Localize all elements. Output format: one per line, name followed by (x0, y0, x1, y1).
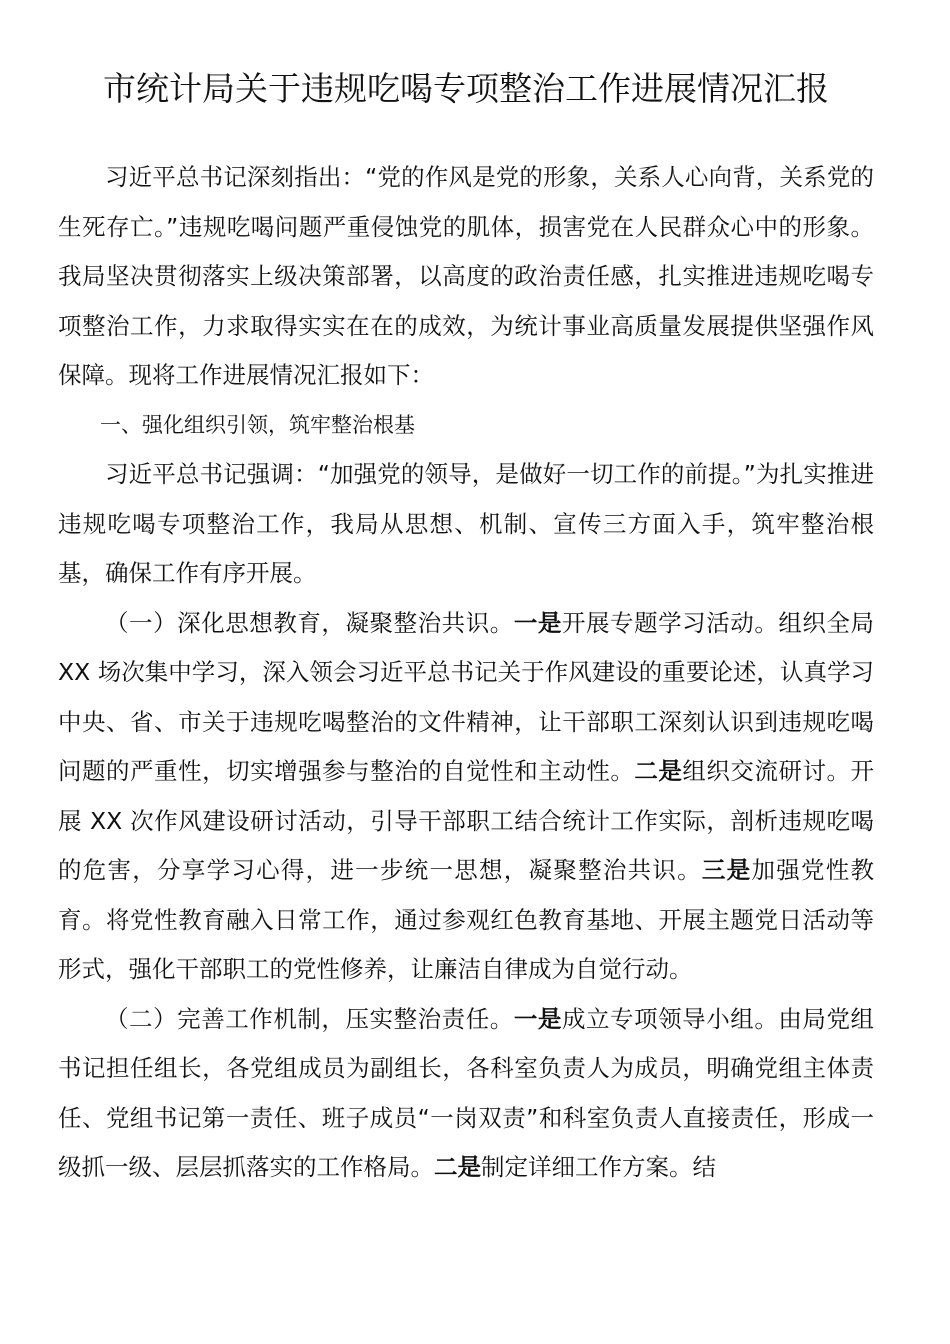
document-body (58, 153, 874, 1193)
subsection-2-point-2-text: 制定详细工作方案。结 (481, 1153, 716, 1181)
subsection-1-point-1-label: 一是 (513, 608, 562, 637)
subsection-2-paragraph (58, 995, 874, 1193)
subsection-1-point-3-text: 加强党性教育。将党性教育融入日常工作，通过参观红色教育基地、开展主题党日活动等形式，强化干部职工的党性修养，让廉洁自律成为自觉行动。 (58, 856, 874, 983)
section-1-heading: 一、强化组织引领，筑牢整治根基 (100, 412, 415, 437)
intro-paragraph: 习近平总书记深刻指出：“党的作风是党的形象，关系人心向背，关系党的生死存亡。”违规吃喝问题严重侵蚀党的肌体，损害党在人民群众心中的形象。我局坚决贯彻落实上级决策部署，以高度的政治责任感，扎实推进违规吃喝专项整治工作，力求取得实实在在的成效，为统计事业高质量发展提供坚强作风保障。现将工作进展情况汇报如下： (58, 163, 874, 389)
subsection-2-point-1-text: 成立专项领导小组。由局党组书记担任组长，各党组成员为副组长，各科室负责人为成员，明确党组主体责任、党组书记第一责任、班子成员“一岗双责”和科室负责人直接责任，形成一级抓一级、层层抓落实的工作格局。 (58, 1004, 875, 1181)
subsection-2-lead: （二）完善工作机制，压实整治责任。 (105, 1004, 514, 1033)
subsection-2-point-1-label: 一是 (513, 1004, 562, 1033)
subsection-1-point-1-text: 开展专题学习活动。组织全局 XX 场次集中学习，深入领会习近平总书记关于作风建设的重要论述，认真学习中央、省、市关于违规吃喝整治的文件精神，让干部职工深刻认识到违规吃喝问题的严重性，切实增强参与整治的自觉性和主动性。 (58, 608, 875, 785)
subsection-1-point-3-label: 三是 (701, 856, 752, 884)
subsection-1-point-2-label: 二是 (634, 757, 683, 785)
subsection-2-point-2-label: 二是 (434, 1153, 481, 1181)
subsection-1-paragraph (58, 599, 874, 995)
section-1-intro-paragraph: 习近平总书记强调：“加强党的领导，是做好一切工作的前提。”为扎实推进违规吃喝专项整治工作，我局从思想、机制、宣传三方面入手，筑牢整治根基，确保工作有序开展。 (58, 460, 874, 587)
subsection-1-lead: （一）深化思想教育，凝聚整治共识。 (105, 608, 514, 637)
document-title: 市统计局关于违规吃喝专项整治工作进展情况汇报 (103, 69, 829, 108)
subsection-1-point-2-text: 组织交流研讨。开展 XX 次作风建设研讨活动，引导干部职工结合统计工作实际，剖析违规吃喝的危害，分享学习心得，进一步统一思想，凝聚整治共识。 (58, 757, 875, 884)
